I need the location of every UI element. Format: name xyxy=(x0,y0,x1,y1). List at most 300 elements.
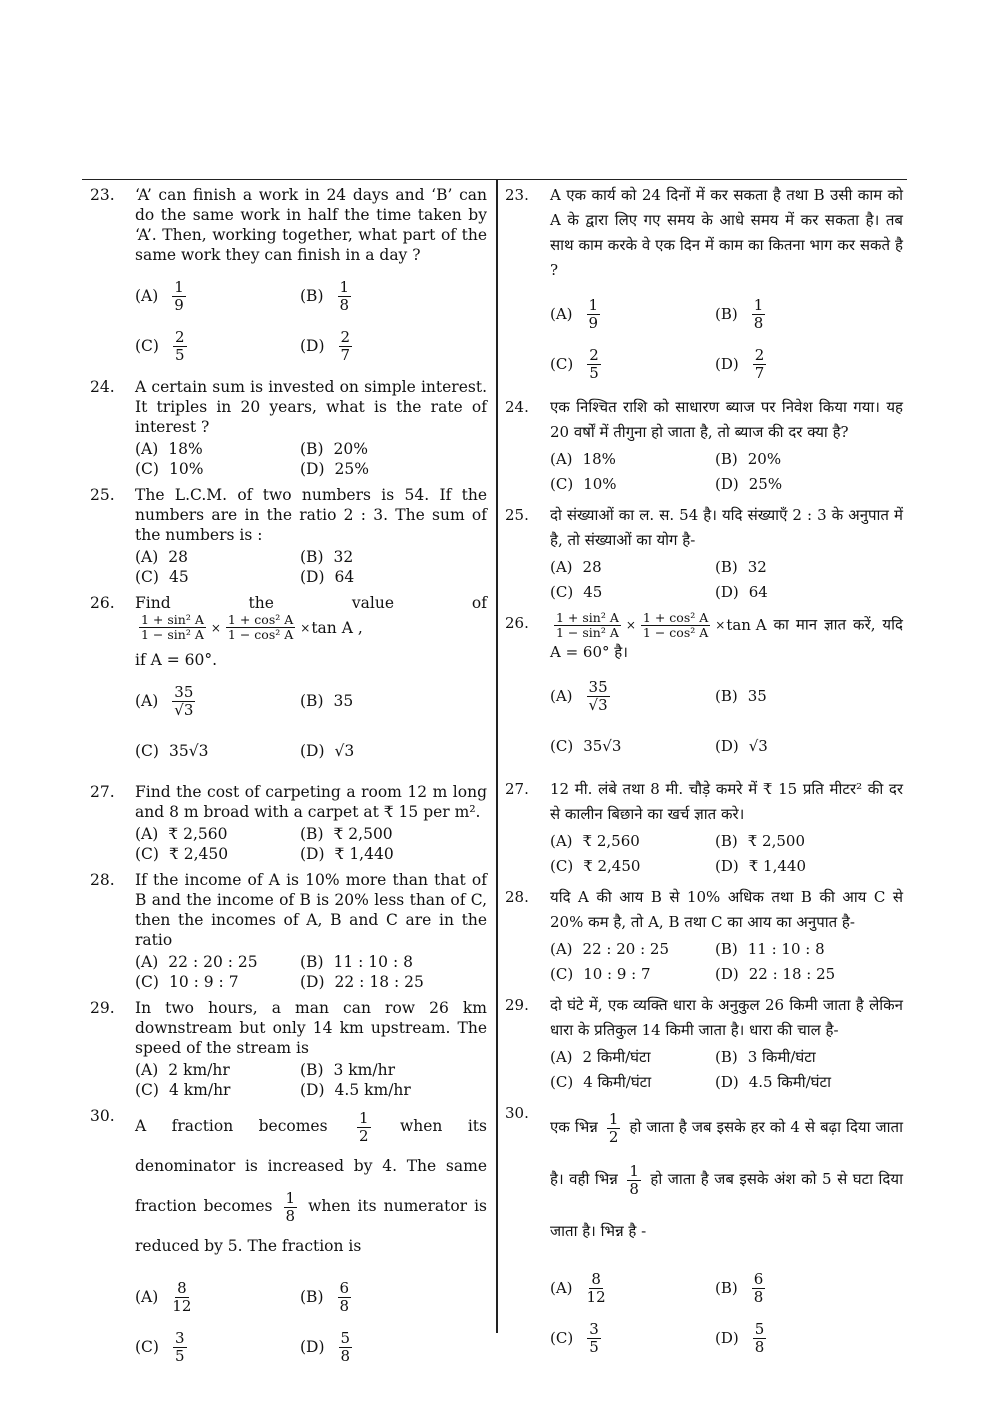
denominator: 9 xyxy=(588,313,599,332)
options xyxy=(135,439,487,479)
option-c[interactable] xyxy=(135,1322,300,1372)
option-label: (A) xyxy=(135,1288,159,1306)
option-label: (A) xyxy=(550,304,573,323)
fraction xyxy=(284,1190,298,1225)
numerator: 8 xyxy=(177,1278,187,1297)
question-body xyxy=(135,377,487,437)
question-text: एक भिन्न xyxy=(550,1118,598,1136)
option-value: 22 : 20 : 25 xyxy=(168,953,258,971)
times-sign: × xyxy=(625,618,636,632)
question-body xyxy=(135,870,487,950)
denominator: 12 xyxy=(586,1287,606,1306)
question-23-hi xyxy=(505,183,903,389)
question-25-en xyxy=(90,485,487,587)
question-number: 24. xyxy=(90,378,115,396)
option-b[interactable] xyxy=(715,555,903,580)
option-a[interactable] xyxy=(550,1263,715,1313)
fraction xyxy=(172,279,186,314)
option-value: 35 xyxy=(747,686,767,705)
option-b[interactable] xyxy=(715,289,903,339)
option-a[interactable] xyxy=(135,439,300,459)
numerator: 1 xyxy=(753,295,764,314)
denominator: 8 xyxy=(753,313,764,332)
options xyxy=(550,447,903,497)
question-number: 29. xyxy=(505,996,529,1014)
options xyxy=(550,671,903,771)
option-c[interactable] xyxy=(550,580,715,605)
question-number: 28. xyxy=(505,888,529,906)
question-number: 30. xyxy=(505,1104,529,1122)
numerator: 1 + sin² A xyxy=(141,612,204,627)
question-23-en xyxy=(90,185,487,371)
question-body xyxy=(550,885,903,935)
option-value: 35 xyxy=(333,692,354,710)
option-label: (A) xyxy=(135,548,159,566)
option-label: (B) xyxy=(300,953,324,971)
option-label: (A) xyxy=(550,1278,573,1297)
option-c[interactable] xyxy=(550,339,715,389)
question-24-en xyxy=(90,377,487,479)
question-text: Find the cost of carpeting a room 12 m long and 8 m broad with a carpet at ₹ 15 per m². xyxy=(135,783,487,821)
option-value: ₹ 2,450 xyxy=(583,857,641,875)
denominator: 8 xyxy=(340,1346,351,1365)
option-value: 10% xyxy=(168,460,204,478)
option-label: (B) xyxy=(715,558,738,576)
question-text: ‘A’ can finish a work in 24 days and ‘B’ can do the same work in half the time taken by ‘A’. Then, working together, what part of the same work they can finish in a day ? xyxy=(135,186,487,264)
option-value: 32 xyxy=(747,558,767,576)
options xyxy=(135,952,487,992)
question-text: का मान ज्ञात करें, यदि A = 60° है। xyxy=(550,615,903,661)
fraction xyxy=(172,1280,191,1315)
option-value: 64 xyxy=(334,568,355,586)
option-a[interactable] xyxy=(135,547,300,567)
question-28-hi xyxy=(505,885,903,987)
fraction xyxy=(339,1330,353,1365)
question-body xyxy=(135,485,487,545)
question-body xyxy=(135,593,487,670)
numerator: 1 xyxy=(608,1109,619,1128)
option-label: (A) xyxy=(135,1061,159,1079)
denominator: √3 xyxy=(174,700,194,719)
option-value: √3 xyxy=(334,742,355,760)
option-c[interactable] xyxy=(550,1070,715,1095)
numerator: 35 xyxy=(174,682,194,701)
question-25-hi xyxy=(505,503,903,605)
option-label: (D) xyxy=(715,354,739,373)
options xyxy=(550,289,903,389)
option-d[interactable] xyxy=(715,854,903,879)
question-text: Find the value of xyxy=(135,594,487,612)
numerator: 8 xyxy=(591,1269,601,1288)
numerator: 1 xyxy=(174,277,184,296)
numerator: 1 xyxy=(359,1108,369,1127)
question-text: 12 मी. लंबे तथा 8 मी. चौड़े कमरे में ₹ 15 प्रति मीटर² की दर से कालीन बिछाने का खर्च ज्ञात करे। xyxy=(550,780,903,823)
option-value: 11 : 10 : 8 xyxy=(747,940,825,958)
options xyxy=(135,271,487,371)
option-value: 20% xyxy=(333,440,368,458)
question-body xyxy=(550,993,903,1043)
option-a[interactable] xyxy=(135,1060,300,1080)
option-d[interactable] xyxy=(715,721,903,771)
option-c[interactable] xyxy=(550,472,715,497)
question-26-hi xyxy=(505,611,903,771)
option-value: √3 xyxy=(748,736,768,755)
option-value: 2 km/hr xyxy=(168,1061,230,1079)
numerator: 2 xyxy=(589,345,599,364)
question-body xyxy=(550,611,903,665)
question-27-en xyxy=(90,782,487,864)
question-text: A certain sum is invested on simple interest. It triples in 20 years, what is the rate of interest ? xyxy=(135,378,487,436)
question-number: 27. xyxy=(505,780,529,798)
option-c[interactable] xyxy=(550,854,715,879)
numerator: 6 xyxy=(339,1278,350,1297)
option-b[interactable] xyxy=(300,439,487,459)
fraction xyxy=(339,329,353,364)
question-28-en xyxy=(90,870,487,992)
option-label: (D) xyxy=(715,857,739,875)
question-text: when its numerator is reduced by 5. The fraction is xyxy=(135,1197,487,1255)
option-b[interactable] xyxy=(300,547,487,567)
option-label: (B) xyxy=(715,686,738,705)
option-label: (C) xyxy=(550,857,574,875)
option-label: (B) xyxy=(300,1288,324,1306)
times-sign: × xyxy=(210,620,221,635)
question-text: In two hours, a man can row 26 km downstream but only 14 km upstream. The speed of the stream is xyxy=(135,999,487,1057)
fraction xyxy=(173,1330,187,1365)
denominator: 8 xyxy=(753,1287,764,1306)
question-text: हो जाता है जब इसके हर को 4 से बढ़ा दिया जाता है। वही भिन्न xyxy=(550,1118,903,1188)
option-label: (C) xyxy=(550,475,574,493)
option-d[interactable] xyxy=(300,567,487,587)
option-c[interactable] xyxy=(135,459,300,479)
question-29-hi xyxy=(505,993,903,1095)
denominator: 7 xyxy=(754,363,765,382)
option-value: 28 xyxy=(582,558,602,576)
option-value: 4 किमी/घंटा xyxy=(583,1073,652,1091)
trig-expression xyxy=(550,611,767,640)
option-a[interactable] xyxy=(135,952,300,972)
numerator: 2 xyxy=(174,327,185,346)
denominator: 1 − cos² A xyxy=(227,627,294,642)
option-b[interactable] xyxy=(300,952,487,972)
option-value: ₹ 1,440 xyxy=(748,857,806,875)
numerator: 35 xyxy=(588,677,608,696)
numerator: 2 xyxy=(340,327,351,346)
option-b[interactable] xyxy=(300,1060,487,1080)
option-a[interactable] xyxy=(550,937,715,962)
option-b[interactable] xyxy=(715,1263,903,1313)
option-b[interactable] xyxy=(300,1272,487,1322)
numerator: 3 xyxy=(174,1328,185,1347)
question-text: when its denominator is increased by 4. The same fraction becomes xyxy=(135,1117,487,1215)
option-value: ₹ 2,500 xyxy=(333,825,393,843)
question-text: The L.C.M. of two numbers is 54. If the numbers are in the ratio 2 : 3. The sum of the numbers is : xyxy=(135,486,487,544)
question-body xyxy=(135,1106,487,1266)
option-a[interactable] xyxy=(550,829,715,854)
option-d[interactable] xyxy=(300,321,487,371)
option-c[interactable] xyxy=(550,962,715,987)
option-b[interactable] xyxy=(300,824,487,844)
numerator: 1 + cos² A xyxy=(642,610,709,625)
question-text: If the income of A is 10% more than that of B and the income of B is 20% less than of C, then the incomes of A, B and C are in the ratio xyxy=(135,871,487,949)
denominator: 8 xyxy=(339,295,350,314)
option-value: ₹ 1,440 xyxy=(334,845,394,863)
option-label: (C) xyxy=(135,973,159,991)
option-value: 10 : 9 : 7 xyxy=(168,973,239,991)
option-value: 28 xyxy=(168,548,189,566)
options xyxy=(550,555,903,605)
option-label: (B) xyxy=(300,440,324,458)
option-label: (D) xyxy=(300,1081,325,1099)
numerator: 1 xyxy=(588,295,599,314)
option-d[interactable] xyxy=(300,1322,487,1372)
options xyxy=(135,676,487,776)
option-value: 22 : 18 : 25 xyxy=(748,965,836,983)
numerator: 1 xyxy=(629,1161,639,1180)
option-b[interactable] xyxy=(715,829,903,854)
option-value: 18% xyxy=(582,450,616,468)
denominator: 5 xyxy=(589,1337,599,1356)
option-c[interactable] xyxy=(550,1313,715,1363)
numerator: 1 + cos² A xyxy=(227,612,294,627)
fraction xyxy=(357,1110,371,1145)
options xyxy=(550,937,903,987)
option-label: (B) xyxy=(715,832,738,850)
option-b[interactable] xyxy=(715,1045,903,1070)
question-body xyxy=(550,503,903,553)
option-a[interactable] xyxy=(550,671,715,721)
option-value: ₹ 2,560 xyxy=(582,832,640,850)
option-value: 20% xyxy=(747,450,782,468)
denominator: 2 xyxy=(608,1127,619,1146)
question-number: 27. xyxy=(90,783,115,801)
numerator: 3 xyxy=(589,1319,599,1338)
option-b[interactable] xyxy=(715,671,903,721)
fraction xyxy=(587,297,601,332)
denominator: 1 − sin² A xyxy=(556,625,619,640)
option-a[interactable] xyxy=(135,1272,300,1322)
option-label: (D) xyxy=(300,337,325,355)
times-sign: × xyxy=(300,620,311,635)
option-label: (A) xyxy=(135,953,159,971)
denominator: 8 xyxy=(285,1206,296,1225)
option-label: (D) xyxy=(300,568,325,586)
fraction xyxy=(226,613,295,642)
option-value: 35√3 xyxy=(168,742,209,760)
option-b[interactable] xyxy=(715,447,903,472)
options xyxy=(550,1263,903,1363)
question-body xyxy=(135,782,487,822)
option-value: 10% xyxy=(583,475,617,493)
question-number: 25. xyxy=(505,506,529,524)
fraction xyxy=(338,279,352,314)
question-30-en xyxy=(90,1106,487,1372)
option-a[interactable] xyxy=(550,1045,715,1070)
question-text: दो संख्याओं का ल. स. 54 है। यदि संख्याएँ 2 : 3 के अनुपात में है, तो संख्याओं का योग है- xyxy=(550,506,903,549)
denominator: √3 xyxy=(588,695,608,714)
option-label: (C) xyxy=(135,460,159,478)
option-c[interactable] xyxy=(135,726,300,776)
option-value: 18% xyxy=(168,440,203,458)
option-a[interactable] xyxy=(550,555,715,580)
fraction xyxy=(753,1321,767,1356)
option-d[interactable] xyxy=(300,459,487,479)
option-value: ₹ 2,500 xyxy=(747,832,805,850)
option-label: (C) xyxy=(135,1338,159,1356)
option-label: (C) xyxy=(135,337,159,355)
option-d[interactable] xyxy=(715,1313,903,1363)
question-number: 26. xyxy=(90,594,115,612)
question-body xyxy=(550,777,903,827)
option-value: 22 : 18 : 25 xyxy=(334,973,424,991)
trig-expression xyxy=(135,613,363,642)
fraction xyxy=(627,1163,641,1198)
question-body xyxy=(135,998,487,1058)
question-number: 23. xyxy=(90,186,115,204)
fraction xyxy=(753,347,767,382)
option-label: (A) xyxy=(550,686,573,705)
option-label: (A) xyxy=(550,940,573,958)
option-label: (D) xyxy=(300,742,325,760)
question-number: 29. xyxy=(90,999,115,1017)
option-label: (B) xyxy=(715,450,738,468)
option-value: 3 किमी/घंटा xyxy=(747,1048,816,1066)
question-30-hi xyxy=(505,1101,903,1363)
options xyxy=(135,1060,487,1100)
option-d[interactable] xyxy=(300,726,487,776)
question-text: एक निश्चित राशि को साधारण ब्याज पर निवेश किया गया। यह 20 वर्षों में तीगुना हो जाता है, तो ब्याज की दर क्या है? xyxy=(550,398,903,441)
option-label: (A) xyxy=(550,1048,573,1066)
option-b[interactable] xyxy=(300,676,487,726)
numerator: 1 xyxy=(285,1188,296,1207)
question-number: 30. xyxy=(90,1107,115,1125)
option-a[interactable] xyxy=(550,447,715,472)
option-b[interactable] xyxy=(300,271,487,321)
option-value: 3 km/hr xyxy=(333,1061,395,1079)
denominator: 5 xyxy=(174,345,185,364)
option-value: 32 xyxy=(333,548,354,566)
option-label: (A) xyxy=(135,692,159,710)
times-sign: × xyxy=(715,618,726,632)
question-24-hi xyxy=(505,395,903,497)
fraction xyxy=(173,329,187,364)
question-number: 28. xyxy=(90,871,115,889)
option-label: (D) xyxy=(715,475,739,493)
numerator: 5 xyxy=(340,1328,351,1347)
denominator: 5 xyxy=(589,363,599,382)
question-text: दो घंटे में, एक व्यक्ति धारा के अनुकुल 26 किमी जाता है लेकिन धारा के प्रतिकुल 14 किमी जाता है। धारा की चाल है- xyxy=(550,996,903,1039)
fraction xyxy=(587,679,610,714)
option-c[interactable] xyxy=(135,1080,300,1100)
option-label: (B) xyxy=(300,1061,324,1079)
question-text: A fraction becomes xyxy=(135,1117,328,1135)
option-label: (C) xyxy=(550,736,574,755)
option-d[interactable] xyxy=(715,1070,903,1095)
question-text: यदि A की आय B से 10% अधिक तथा B की आय C से 20% कम है, तो A, B तथा C का आय का अनुपात है- xyxy=(550,888,903,931)
fraction xyxy=(172,684,195,719)
option-label: (D) xyxy=(300,1338,325,1356)
option-label: (C) xyxy=(135,742,159,760)
hindi-column xyxy=(505,183,903,1369)
option-a[interactable] xyxy=(135,271,300,321)
option-value: 45 xyxy=(583,583,603,601)
option-a[interactable] xyxy=(550,289,715,339)
option-d[interactable] xyxy=(715,472,903,497)
question-number: 26. xyxy=(505,614,529,632)
denominator: 12 xyxy=(172,1296,192,1315)
option-d[interactable] xyxy=(300,1080,487,1100)
option-a[interactable] xyxy=(135,676,300,726)
option-label: (A) xyxy=(135,287,159,305)
denominator: 8 xyxy=(754,1337,765,1356)
option-value: 45 xyxy=(168,568,189,586)
option-d[interactable] xyxy=(715,339,903,389)
question-body xyxy=(135,185,487,265)
numerator: 6 xyxy=(753,1269,764,1288)
numerator: 1 + sin² A xyxy=(556,610,619,625)
options xyxy=(550,829,903,879)
option-value: 35√3 xyxy=(583,736,622,755)
options xyxy=(135,1272,487,1372)
numerator: 1 xyxy=(339,277,350,296)
option-value: 4 km/hr xyxy=(168,1081,231,1099)
option-d[interactable] xyxy=(300,972,487,992)
option-label: (D) xyxy=(715,1328,739,1347)
option-label: (C) xyxy=(135,568,159,586)
option-label: (A) xyxy=(135,825,159,843)
option-label: (B) xyxy=(300,548,324,566)
option-b[interactable] xyxy=(715,937,903,962)
denominator: 2 xyxy=(359,1126,369,1145)
option-label: (B) xyxy=(715,1278,738,1297)
question-number: 23. xyxy=(505,186,529,204)
option-c[interactable] xyxy=(135,972,300,992)
fraction xyxy=(554,611,621,640)
option-label: (B) xyxy=(715,1048,738,1066)
column-divider xyxy=(496,180,498,1333)
denominator: 1 − cos² A xyxy=(642,625,709,640)
question-body xyxy=(550,395,903,445)
question-text: if A = 60°. xyxy=(135,651,218,669)
option-label: (A) xyxy=(550,558,573,576)
question-number: 25. xyxy=(90,486,115,504)
option-d[interactable] xyxy=(300,844,487,864)
options xyxy=(550,1045,903,1095)
question-text: हो जाता है जब इसके अंश को 5 से घटा दिया जाता है। भिन्न है - xyxy=(550,1170,903,1240)
question-body xyxy=(550,1101,903,1257)
fraction xyxy=(607,1111,621,1146)
option-c[interactable] xyxy=(135,567,300,587)
question-26-en xyxy=(90,593,487,776)
question-number: 24. xyxy=(505,398,529,416)
fraction xyxy=(587,1321,601,1356)
option-value: 4.5 किमी/घंटा xyxy=(748,1073,831,1091)
option-value: 64 xyxy=(748,583,768,601)
option-label: (C) xyxy=(550,1328,574,1347)
option-c[interactable] xyxy=(135,321,300,371)
option-d[interactable] xyxy=(715,580,903,605)
option-c[interactable] xyxy=(550,721,715,771)
option-label: (D) xyxy=(300,845,325,863)
denominator: 9 xyxy=(174,295,184,314)
option-d[interactable] xyxy=(715,962,903,987)
option-c[interactable] xyxy=(135,844,300,864)
option-label: (D) xyxy=(715,736,739,755)
option-value: ₹ 2,560 xyxy=(168,825,228,843)
option-a[interactable] xyxy=(135,824,300,844)
option-label: (B) xyxy=(300,287,324,305)
option-label: (C) xyxy=(550,354,574,373)
